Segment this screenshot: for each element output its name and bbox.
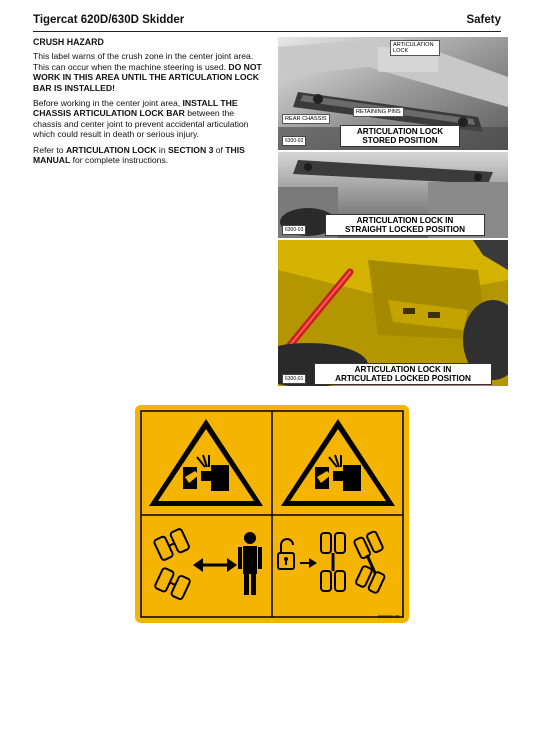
reference-text-d: for complete instructions. <box>70 155 169 166</box>
reference-section: SECTION 3 <box>167 144 214 155</box>
page-header <box>33 14 501 30</box>
instruction-paragraph <box>33 98 265 140</box>
reference-lock: ARTICULATION LOCK <box>65 144 157 155</box>
photo-stored-position <box>278 37 508 150</box>
caption-line-2: STORED POSITION <box>362 136 438 145</box>
warning-paragraph <box>33 51 265 93</box>
decal-graphic <box>135 405 409 623</box>
photo-caption <box>314 363 492 385</box>
caption-line-2: STRAIGHT LOCKED POSITION <box>344 225 466 234</box>
photo-straight-locked <box>278 152 508 238</box>
instruction-text-a: Before working in the center joint area, <box>33 98 183 109</box>
header-rule <box>33 31 501 32</box>
photo-code: 6300-03 <box>282 225 306 235</box>
callout-rear-chassis: REAR CHASSIS <box>282 114 330 124</box>
callout-retaining-pins: RETAINING PINS <box>353 107 404 117</box>
instruction-emphasis: INSTALL THE CHASSIS ARTICULATION LOCK BAR <box>33 98 238 119</box>
warning-text: This label warns of the crush zone in the center joint area. This can occur when the machine steering is used. <box>33 51 254 72</box>
reference-text-a: Refer to <box>33 144 66 155</box>
warning-emphasis: DO NOT WORK IN THIS AREA UNTIL THE ARTICULATION LOCK BAR IS INSTALLED! <box>33 61 262 93</box>
reference-manual: THIS MANUAL <box>33 144 245 166</box>
document-title: Tigercat 620D/630D Skidder <box>33 14 185 26</box>
caption-line-1: ARTICULATION LOCK <box>356 127 444 136</box>
reference-text-c: of <box>213 144 226 155</box>
decal-part-number: 000000-00 <box>378 614 400 619</box>
photo-caption <box>325 214 485 236</box>
text-column <box>33 37 265 170</box>
caption-line-1: ARTICULATION LOCK IN <box>356 216 454 225</box>
caption-line-1: ARTICULATION LOCK IN <box>354 365 452 374</box>
callout-articulation-lock: ARTICULATION LOCK <box>390 40 440 56</box>
reference-paragraph <box>33 145 265 166</box>
photo-code: 6300-01 <box>282 374 306 384</box>
caption-line-2: ARTICULATED LOCKED POSITION <box>335 374 471 383</box>
photo-caption <box>340 125 460 147</box>
section-name: Safety <box>466 14 501 26</box>
crush-hazard-decal <box>135 405 409 623</box>
photo-code: 6300-02 <box>282 136 306 146</box>
reference-text-b: in <box>156 144 168 155</box>
instruction-text-b: between the chassis and center joint to prevent accidental articulation which could result in death or serious injury. <box>33 108 249 140</box>
photo-articulated-locked <box>278 240 508 386</box>
section-heading: CRUSH HAZARD <box>33 37 104 47</box>
